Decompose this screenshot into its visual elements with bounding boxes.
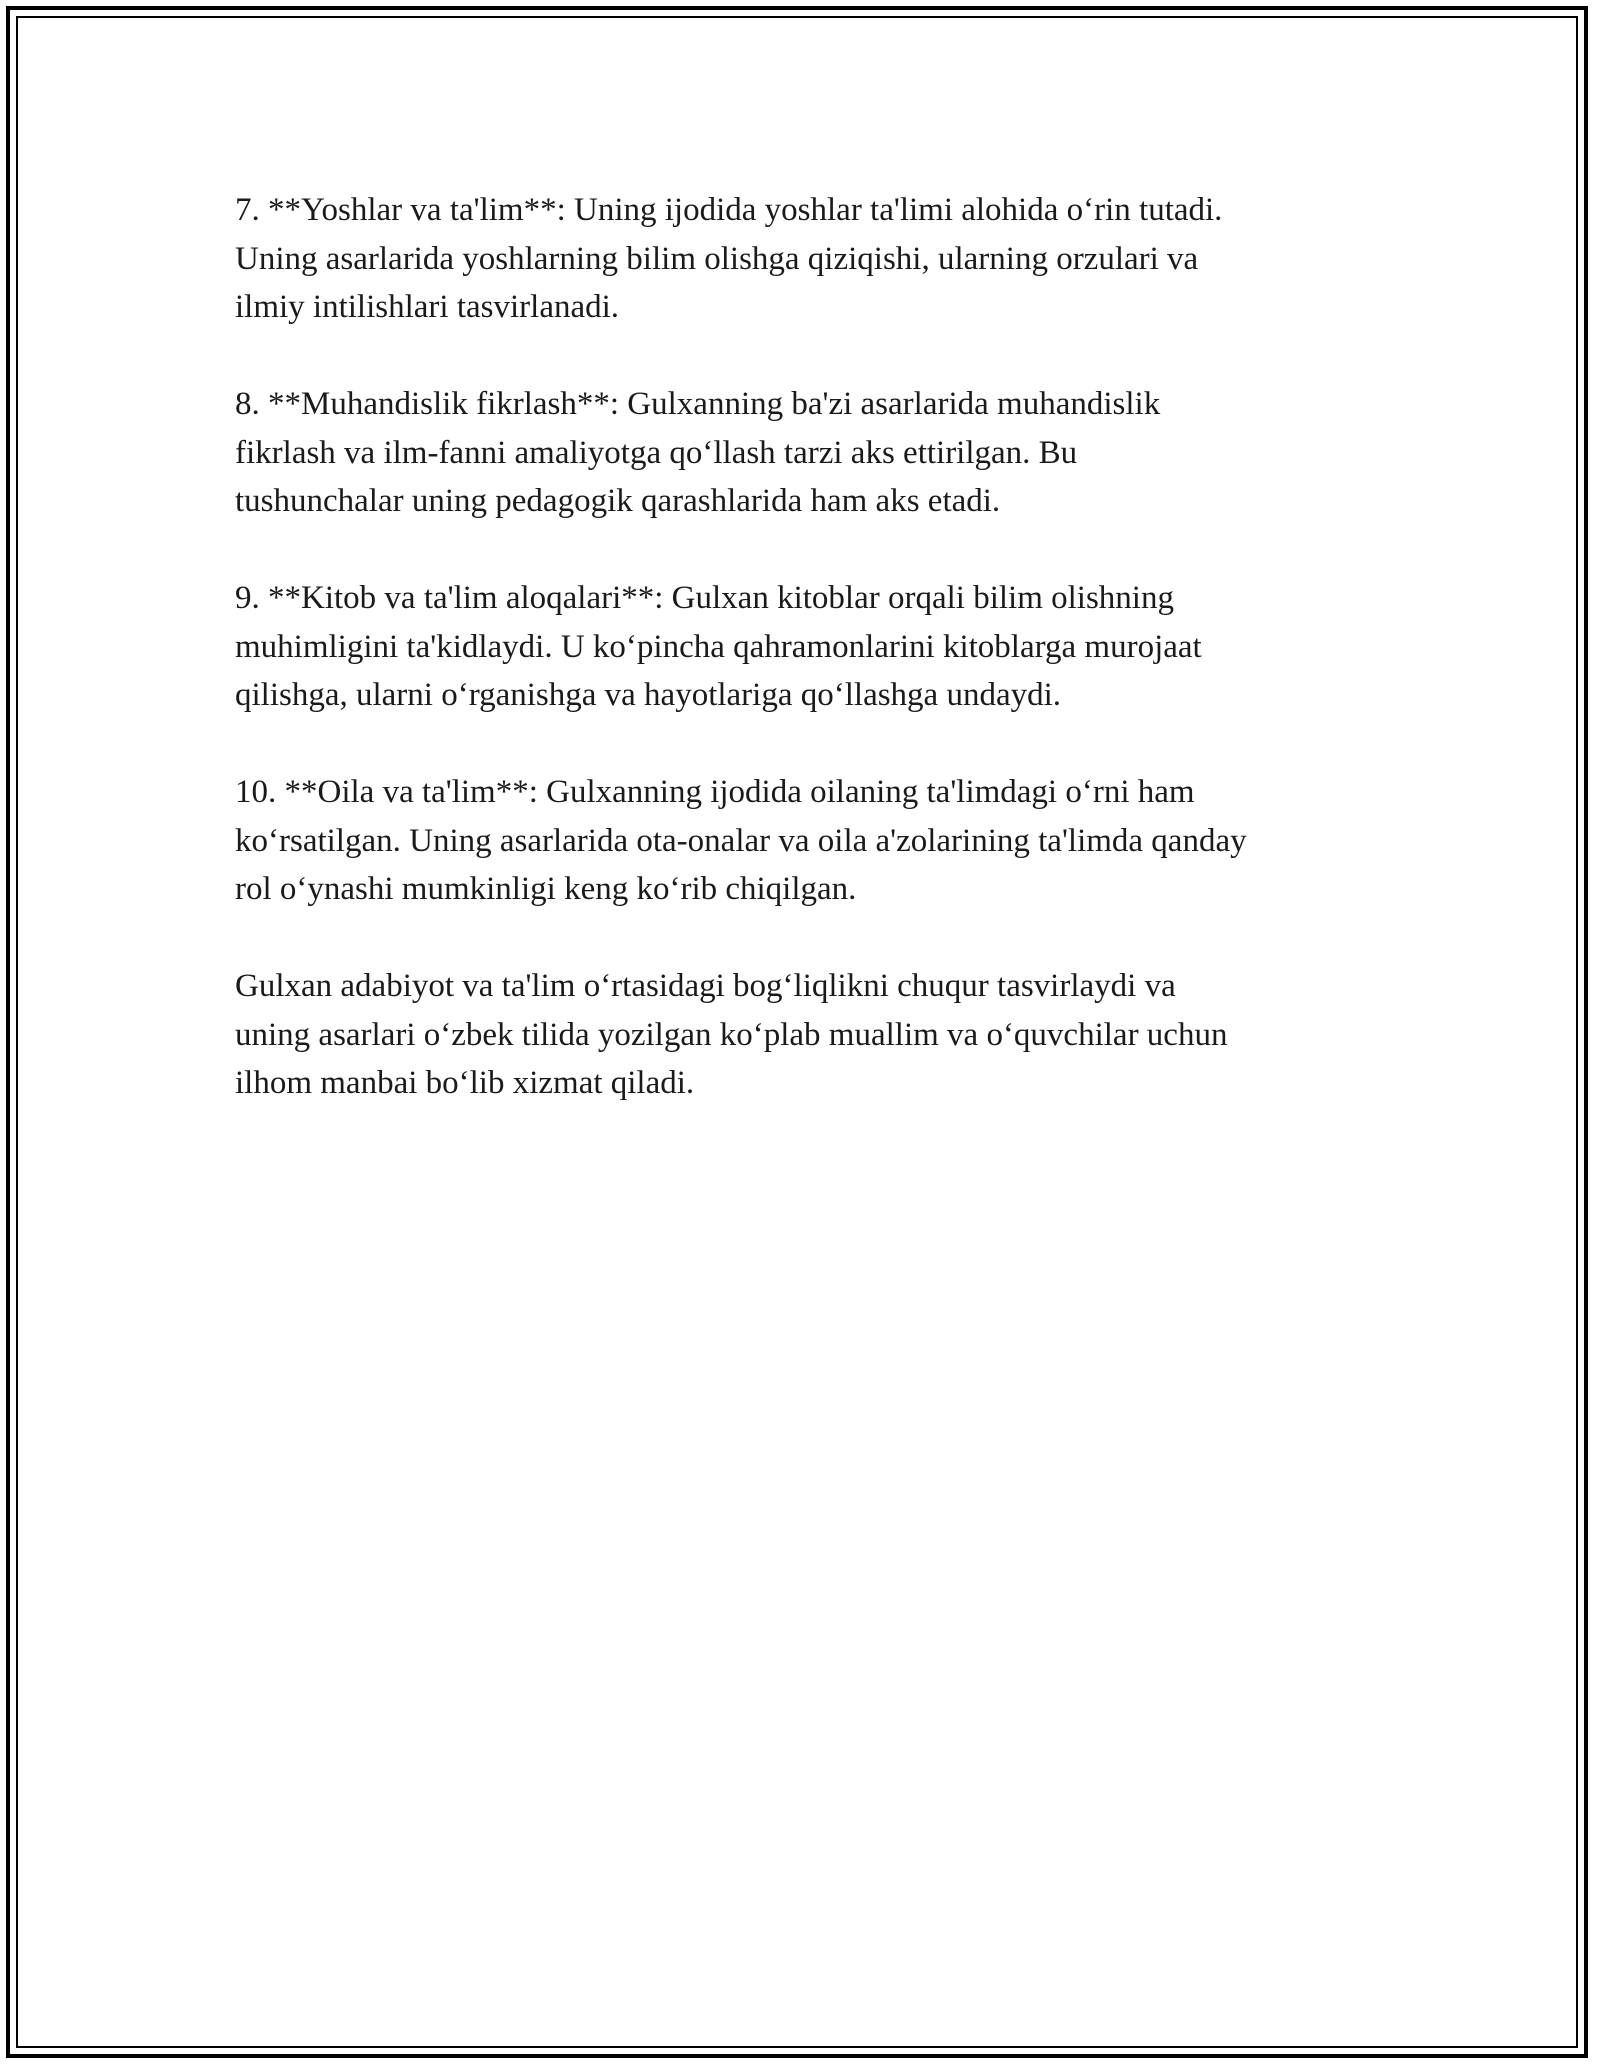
paragraph-muhandislik-fikrlash: 8. **Muhandislik fikrlash**: Gulxanning ba'zi asarlarida muhandislik fikrlash va ilm-fanni amaliyotga qo‘llash tarzi aks ettirilgan. Bu tushunchalar uning pedagogik qarashlarida ham aks etadi. bbox=[235, 386, 1161, 519]
paragraph-conclusion: Gulxan adabiyot va ta'lim o‘rtasidagi bog‘liqlikni chuqur tasvirlaydi va uning asarlari o‘zbek tilida yozilgan ko‘plab muallim va o‘quvchilar uchun ilhom manbai bo‘lib xizmat qiladi. bbox=[235, 968, 1228, 1101]
paragraph-oila-va-talim: 10. **Oila va ta'lim**: Gulxanning ijodida oilaning ta'limdagi o‘rni ham ko‘rsatilgan. Uning asarlarida ota-onalar va oila a'zolarining ta'limda qanday rol o‘ynashi mumkinligi keng ko‘rib chiqilgan. bbox=[235, 774, 1247, 907]
paragraph-yoshlar-va-talim: 7. **Yoshlar va ta'lim**: Uning ijodida yoshlar ta'limi alohida o‘rin tutadi. Uning asarlarida yoshlarning bilim olishga qiziqishi, ularning orzulari va ilmiy intilishlari tasvirlanadi. bbox=[235, 192, 1223, 325]
document-body bbox=[235, 186, 1375, 1156]
paragraph-kitob-va-talim: 9. **Kitob va ta'lim aloqalari**: Gulxan kitoblar orqali bilim olishning muhimligini ta'kidlaydi. U ko‘pincha qahramonlarini kitoblarga murojaat qilishga, ularni o‘rganishga va hayotlariga qo‘llashga undaydi. bbox=[235, 580, 1202, 713]
